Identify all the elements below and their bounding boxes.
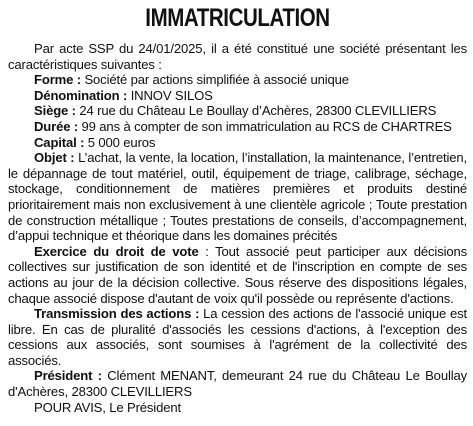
intro-paragraph: Par acte SSP du 24/01/2025, il a été constitué une société présentant les caractéristiques suivantes :: [8, 41, 467, 72]
capital-label: Capital :: [34, 134, 85, 150]
denomination-line: [8, 88, 467, 104]
closing-line: POUR AVIS, Le Président: [34, 399, 181, 415]
president-label: Président :: [34, 368, 102, 384]
siege-value: 24 rue du Château Le Boullay d’Achères, 28300 CLEVILLIERS: [75, 103, 437, 119]
capital-line: [8, 135, 467, 151]
president-value: Clément MENANT, demeurant 24 rue du Château Le Boullay d'Achères, 28300 CLEVILLIERS: [8, 368, 467, 400]
siege-label: Siège :: [34, 103, 76, 119]
president-paragraph: [8, 368, 467, 399]
vote-paragraph: [8, 244, 467, 306]
objet-paragraph: [8, 150, 467, 244]
denomination-label: Dénomination :: [34, 87, 128, 103]
duree-value: 99 ans à compter de son immatriculation au RCS de CHARTRES: [78, 118, 452, 134]
siege-line: [8, 103, 467, 119]
capital-value: 5 000 euros: [84, 134, 156, 150]
objet-label: Objet :: [34, 150, 75, 166]
vote-label: Exercice du droit de vote: [34, 243, 199, 259]
transmission-value: La cession des actions de l'associé unique est libre. En cas de pluralité d'associés les cessions d'actions, à l'exception des cessions aux associés, sont soumises à l'agrément de la collectivité des associés.: [8, 306, 467, 368]
duree-label: Durée :: [34, 118, 79, 134]
transmission-paragraph: [8, 306, 467, 368]
forme-value: Société par actions simplifiée à associé unique: [80, 72, 349, 88]
vote-value: : Tout associé peut participer aux décisions collectives sur justification de son identité et de l'inscription en compte de ses actions au jour de la décision collective. Sous réserve des dispositions légales, chaque associé dispose d'autant de voix qu'il possède ou représente d'actions.: [8, 243, 468, 306]
notice-title: IMMATRICULATION: [145, 4, 330, 32]
duree-line: [8, 119, 467, 135]
denomination-value: INNOV SILOS: [127, 87, 213, 103]
transmission-label: Transmission des actions :: [34, 306, 200, 322]
forme-label: Forme :: [34, 72, 81, 88]
objet-value: L’achat, la vente, la location, l’installation, la maintenance, l’entretien, le dépannage de tout matériel, outil, équipement de triage, calibrage, séchage, stockage, conditionnement de matières premières et produits destiné prioritairement mais non exclusivement à une clientèle agricole ; Toute prestation de construction métallique ; Toutes prestations de conseils, d’accompagnement, d’appui technique et théorique dans les domaines précités: [8, 150, 467, 244]
forme-line: [8, 72, 467, 88]
notice-body: [8, 41, 467, 415]
